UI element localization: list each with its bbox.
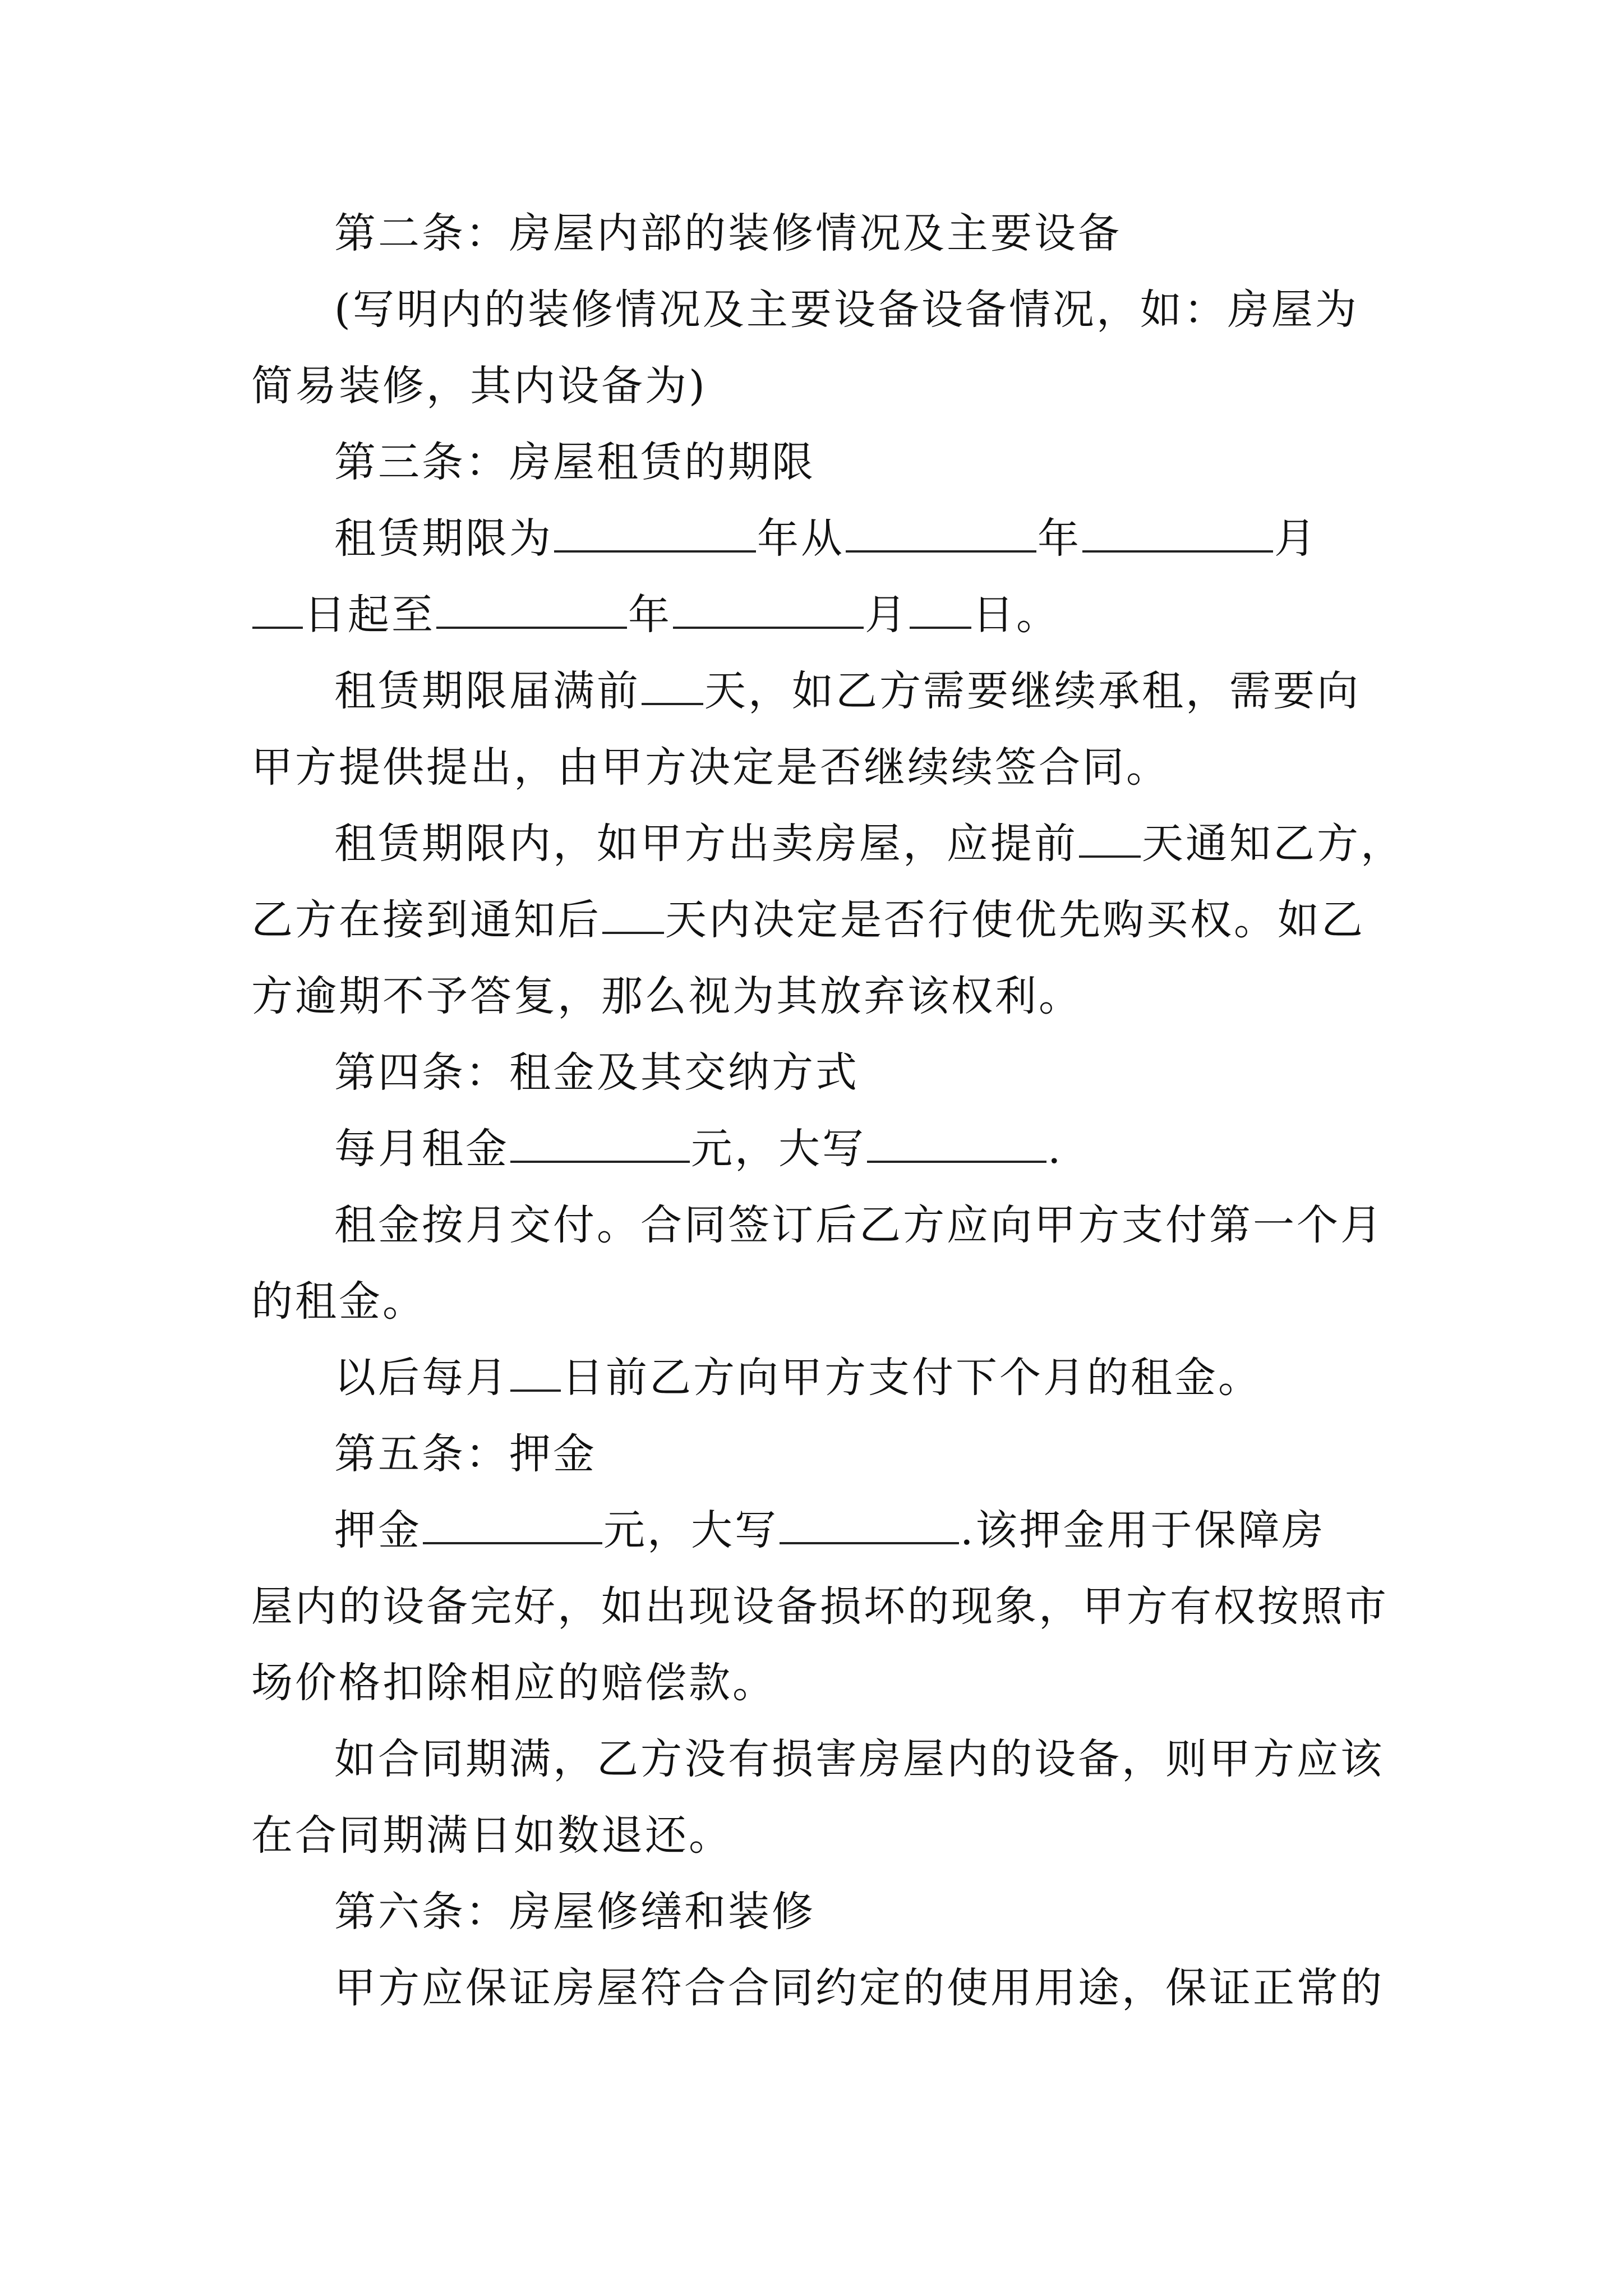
deposit-line-2: 屋内的设备完好，如出现设备损坏的现象，甲方有权按照市: [251, 1582, 1389, 1631]
deposit-line-1: 押金 元，大写 .该押金用于保障房: [251, 1492, 1378, 1568]
end-day-blank[interactable]: [910, 579, 971, 629]
article-3-heading: [251, 424, 1378, 500]
payment-line-2: 的租金。: [251, 1277, 426, 1326]
sale-line-3: 方逾期不予答复，那么视为其放弃该权利。: [251, 972, 1082, 1020]
article-2-note-line-1: (写明内的装修情况及主要设备设备情况，如：房屋为: [334, 286, 1359, 334]
article-4-title: 第四条：租金及其交纳方式: [334, 1048, 859, 1097]
deposit-amount-blank[interactable]: [423, 1495, 602, 1544]
renewal-line-1: 租赁期限届满前 天，如乙方需要继续承租，需要向: [251, 653, 1378, 729]
end-month-blank[interactable]: [673, 579, 864, 629]
payment-line-1: 租金按月交付。合同签订后乙方应向甲方支付第一个月: [334, 1201, 1384, 1249]
sale-line-1: 租赁期限内，如甲方出卖房屋，应提前 天通知乙方，: [251, 806, 1378, 882]
article-5-heading: [251, 1416, 1378, 1492]
end-year-blank[interactable]: [436, 579, 627, 629]
lease-years-blank[interactable]: [554, 503, 756, 553]
monthly-rent-line: 每月租金 元，大写 .: [251, 1111, 1378, 1187]
refund-line-2: 在合同期满日如数退还。: [251, 1811, 732, 1860]
monthly-rent-blank[interactable]: [510, 1114, 690, 1163]
monthly-payment-line: 以后每月 日前乙方向甲方支付下个月的租金。: [251, 1340, 1378, 1416]
renewal-line-2: 甲方提供提出，由甲方决定是否继续续签合同。: [251, 743, 1170, 792]
lease-term-line-1: 租赁期限为 年从 年 月: [251, 500, 1378, 577]
start-month-blank[interactable]: [1082, 503, 1273, 553]
sale-notice-days-blank[interactable]: [1079, 808, 1141, 858]
start-day-blank[interactable]: [252, 579, 303, 629]
monthly-rent-words-blank[interactable]: [867, 1114, 1046, 1163]
sale-line-2: 乙方在接到通知后 天内决定是否行使优先购买权。如乙: [251, 882, 1378, 958]
refund-line-1: 如合同期满，乙方没有损害房屋内的设备，则甲方应该: [334, 1735, 1384, 1783]
payment-day-blank[interactable]: [510, 1342, 561, 1392]
article-6-title: 第六条：房屋修缮和装修: [334, 1888, 815, 1936]
start-year-blank[interactable]: [846, 503, 1036, 553]
article-2-title: 第二条：房屋内部的装修情况及主要设备: [334, 209, 1122, 257]
article-2-heading: [251, 195, 1378, 272]
lease-term-line-2: 日起至 年 月 日。: [251, 577, 1378, 653]
decision-days-blank[interactable]: [602, 885, 664, 934]
article-6-heading: [251, 1874, 1378, 1950]
renewal-days-blank[interactable]: [642, 656, 703, 705]
article-4-heading: [251, 1034, 1378, 1111]
repair-line-1: 甲方应保证房屋符合合同约定的使用用途，保证正常的: [334, 1964, 1384, 2012]
article-2-note-line-2: 简易装修，其内设备为): [251, 362, 707, 410]
deposit-line-3: 场价格扣除相应的赔偿款。: [251, 1659, 776, 1707]
article-3-title: 第三条：房屋租赁的期限: [334, 438, 815, 486]
article-5-title: 第五条：押金: [334, 1430, 597, 1478]
deposit-words-blank[interactable]: [780, 1495, 959, 1544]
document-body: [251, 195, 1404, 2026]
